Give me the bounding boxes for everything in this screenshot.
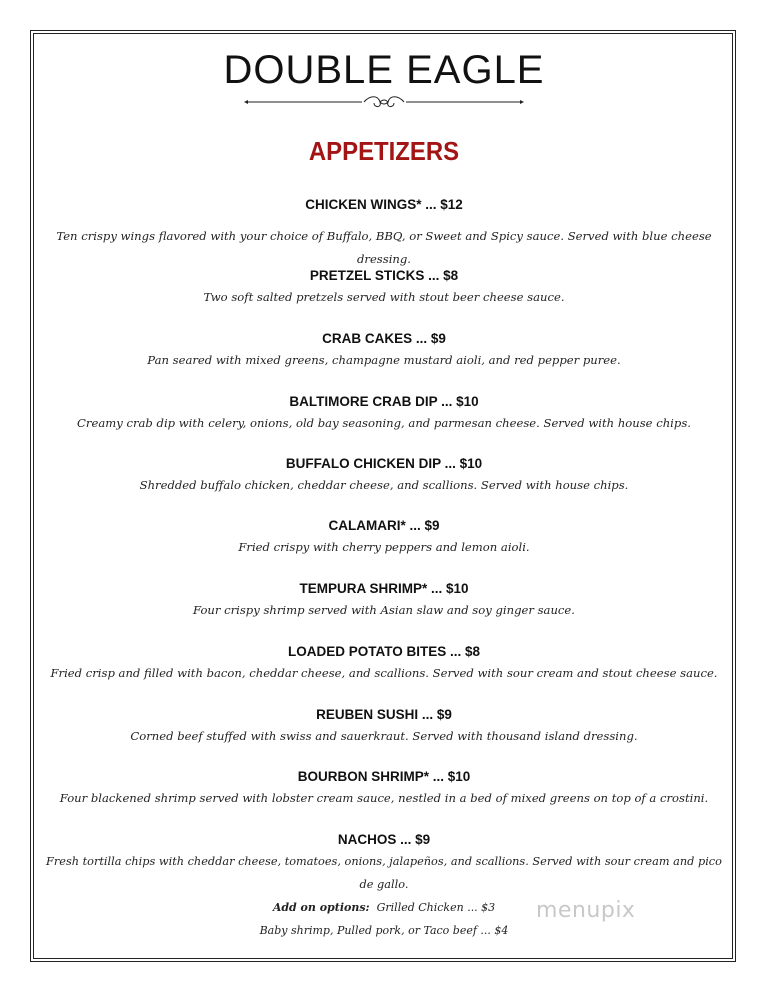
- menu-item: [50, 516, 718, 559]
- divider-ornament-icon: [244, 94, 524, 110]
- menu-item-name: CALAMARI* ... $9: [328, 518, 440, 533]
- menu-item-name: BUFFALO CHICKEN DIP ... $10: [285, 456, 483, 471]
- menu-item: [50, 579, 718, 622]
- menu-item-description: Fresh tortilla chips with cheddar cheese, tomatoes, onions, jalapeños, and scallions. Served with sour cream and pico de gallo.: [46, 855, 722, 891]
- menu-item-name: REUBEN SUSHI ... $9: [316, 707, 452, 722]
- menu-item-name: BOURBON SHRIMP* ... $10: [297, 769, 471, 784]
- watermark-text: menupix: [536, 898, 636, 923]
- menu-item-name: NACHOS ... $9: [337, 832, 431, 847]
- menu-item-description: Fried crispy with cherry peppers and lemon aioli.: [238, 540, 530, 554]
- menu-item: [50, 705, 718, 748]
- menu-item-description: Ten crispy wings flavored with your choice of Buffalo, BBQ, or Sweet and Spicy sauce. Served with blue cheese dressing.: [56, 229, 712, 266]
- menu-item: [50, 454, 718, 497]
- menu-item-description: Creamy crab dip with celery, onions, old bay seasoning, and parmesan cheese. Served with house chips.: [77, 416, 691, 430]
- menu-item-description: Corned beef stuffed with swiss and sauerkraut. Served with thousand island dressing.: [130, 729, 638, 743]
- addon-line-1: Grilled Chicken ... $3: [376, 901, 496, 914]
- menu-item-name: PRETZEL STICKS ... $8: [309, 268, 459, 283]
- menu-item-description: Four crispy shrimp served with Asian slaw and soy ginger sauce.: [193, 603, 575, 617]
- menu-item: [50, 392, 718, 435]
- menu-item-description: Two soft salted pretzels served with stout beer cheese sauce.: [203, 290, 565, 304]
- addon-line-2: Baby shrimp, Pulled pork, or Taco beef ... $4: [259, 924, 509, 937]
- menu-item-name: LOADED POTATO BITES ... $8: [287, 644, 481, 659]
- menu-item: [50, 642, 718, 685]
- menu-item-description: Pan seared with mixed greens, champagne mustard aioli, and red pepper puree.: [147, 353, 621, 367]
- menu-item: [50, 266, 718, 309]
- menu-item-name: TEMPURA SHRIMP* ... $10: [299, 581, 469, 596]
- restaurant-title: DOUBLE EAGLE: [223, 48, 545, 92]
- menu-item-name: BALTIMORE CRAB DIP ... $10: [289, 394, 479, 409]
- menu-item: [50, 767, 718, 810]
- menu-item: [46, 830, 722, 942]
- addon-label: Add on options:: [272, 901, 370, 914]
- menu-item: [50, 195, 718, 271]
- menu-item-description: Fried crisp and filled with bacon, cheddar cheese, and scallions. Served with sour cream and stout cheese sauce.: [50, 666, 718, 680]
- section-title-appetizers: APPETIZERS: [308, 136, 460, 166]
- menu-item: [50, 329, 718, 372]
- menu-item-description: Four blackened shrimp served with lobster cream sauce, nestled in a bed of mixed greens on top of a crostini.: [59, 791, 709, 805]
- menu-item-description: Shredded buffalo chicken, cheddar cheese, and scallions. Served with house chips.: [139, 478, 629, 492]
- menu-item-name: CRAB CAKES ... $9: [322, 331, 446, 346]
- menu-item-name: CHICKEN WINGS* ... $12: [305, 197, 463, 212]
